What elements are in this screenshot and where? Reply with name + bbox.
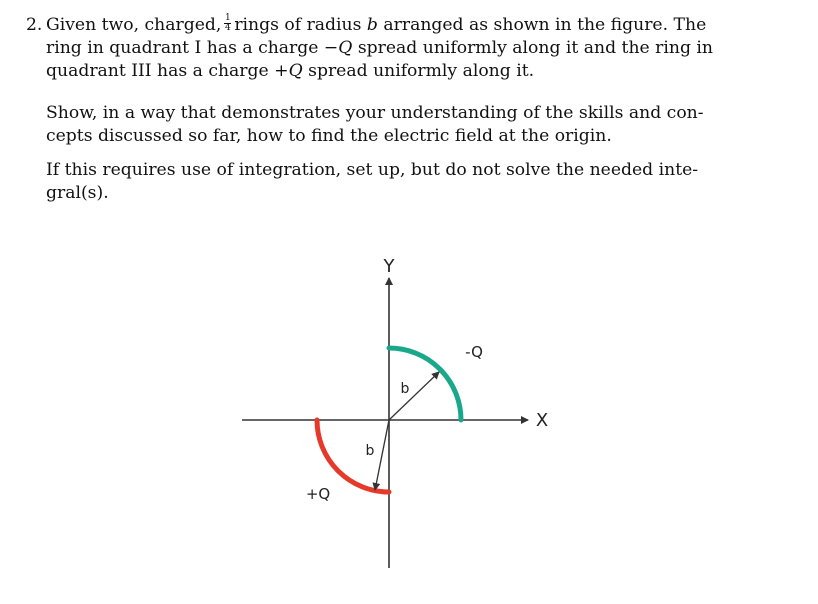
p1-text-a: Given two, charged, [46,15,222,35]
problem-number: 2. [26,15,43,35]
q3-charge-label: +Q [305,485,331,503]
var-q2: Q [288,61,303,81]
p1-text-f: quadrant III has a charge + [46,61,289,81]
p1-text-d: ring in quadrant I has a charge − [46,38,339,58]
p1-text-c: arranged as shown in the figure. The [383,15,707,35]
var-b: b [366,15,378,35]
radius-label-q1: b [400,381,410,397]
var-q1: Q [338,38,353,58]
x-axis-label: X [535,410,549,431]
radius-arrow-q1 [389,372,439,420]
frac-numerator: 1 [224,13,231,23]
p1-text-g: spread uniformly along it. [308,61,535,81]
radius-label-q3: b [365,443,375,459]
ring-quadrant-3 [317,420,389,492]
radius-arrow-q3 [375,420,389,490]
p2-line-2: cepts discussed so far, how to find the electric field at the origin. [46,126,612,146]
frac-denominator: 4 [224,23,231,33]
q1-charge-label: -Q [465,343,483,361]
p3-line-1: If this requires use of integration, set up, but do not solve the needed inte- [46,160,699,180]
p2-line-1: Show, in a way that demonstrates your understanding of the skills and con- [46,103,704,123]
y-axis-label: Y [383,256,395,277]
p1-text-b: rings of radius [234,15,362,35]
p1-text-e: spread uniformly along it and the ring in [357,38,713,58]
p3-line-2: gral(s). [46,183,109,203]
